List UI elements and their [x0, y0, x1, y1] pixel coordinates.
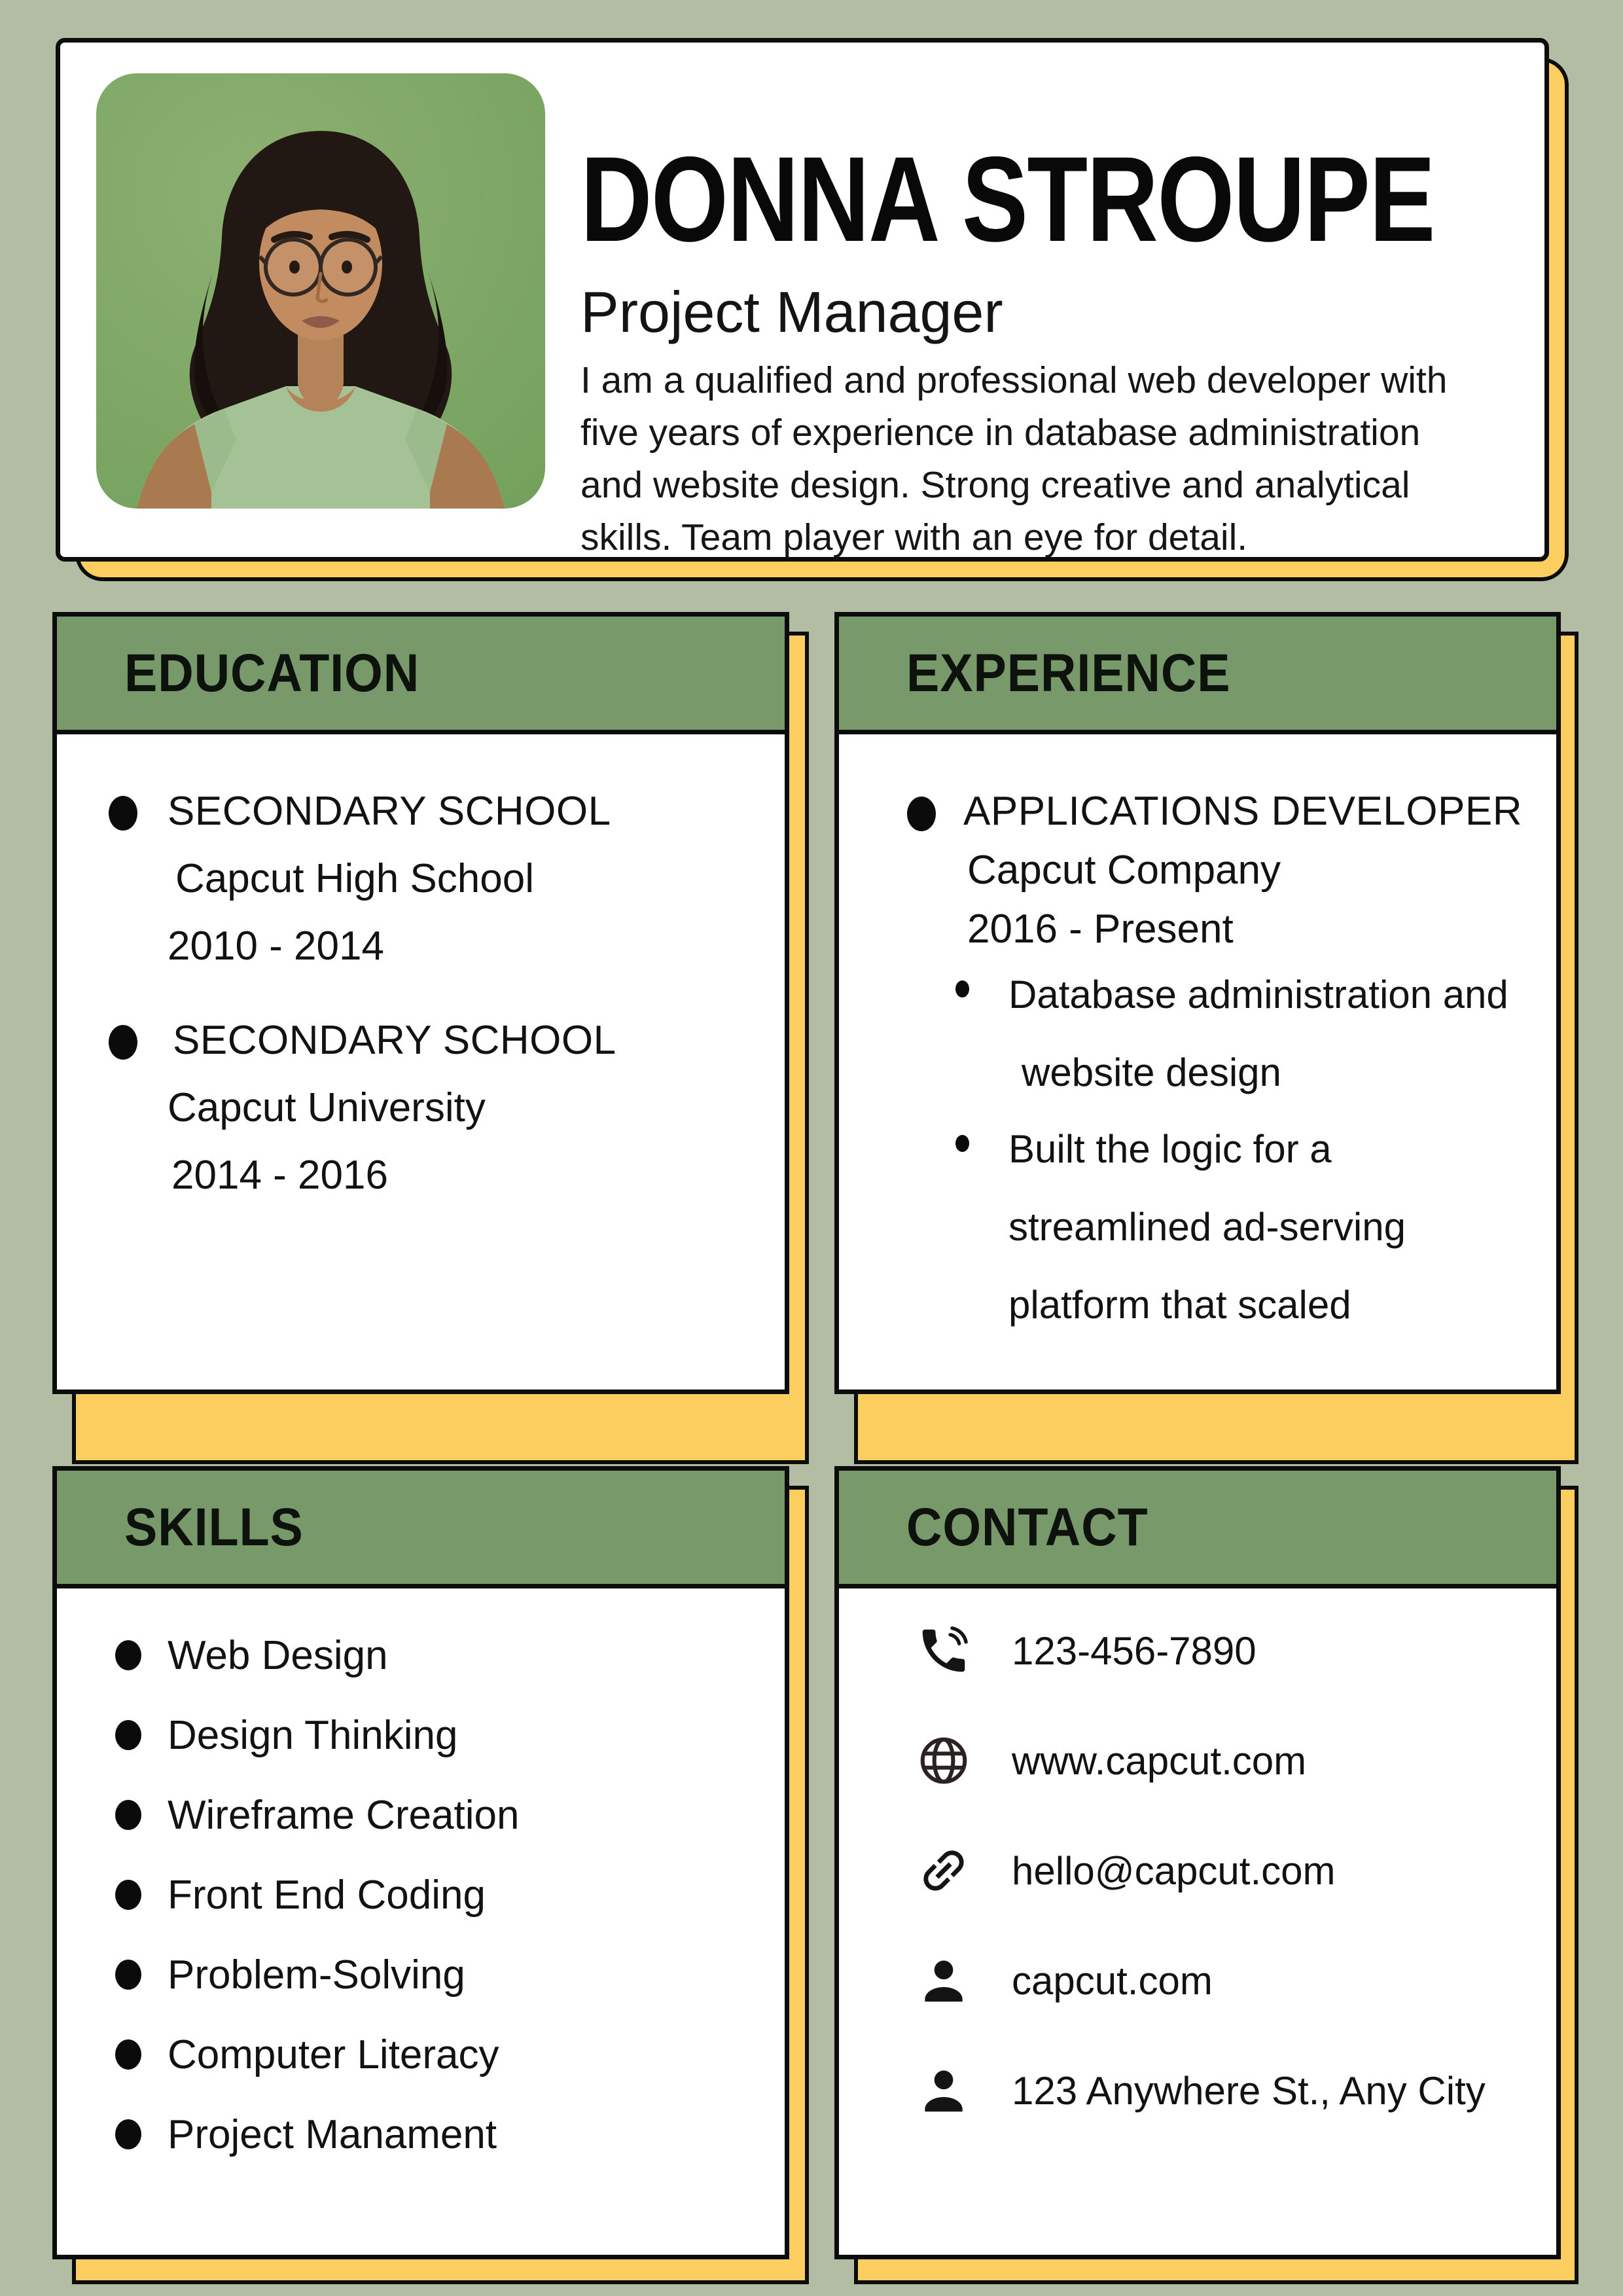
about-line: I am a qualified and professional web developer with: [580, 359, 1448, 401]
skill-item: [115, 1695, 785, 1775]
contact-body: [839, 1588, 1556, 2255]
bullet-icon: [115, 1640, 141, 1670]
education-item-title: SECONDARY SCHOOL: [173, 1018, 616, 1063]
education-body: [57, 734, 785, 1390]
education-header: [57, 617, 785, 734]
bullet-icon: [109, 1025, 137, 1060]
about-line: and website design. Strong creative and analytical: [580, 464, 1410, 506]
profile-photo-illustration: [96, 73, 545, 509]
skill-item: [115, 2094, 785, 2174]
education-item-school: Capcut High School: [175, 856, 534, 901]
phone-icon: [914, 1621, 974, 1681]
experience-item-years: 2016 - Present: [967, 906, 1234, 952]
skill-label: Web Design: [168, 1632, 388, 1678]
education-item-years: 2010 - 2014: [168, 924, 384, 969]
bullet-icon: [907, 797, 936, 831]
bullet-icon: [115, 2119, 141, 2149]
skill-item: [115, 1615, 785, 1695]
skill-label: Computer Literacy: [168, 2032, 499, 2077]
education-item-years: 2014 - 2016: [171, 1153, 388, 1198]
experience-heading: EXPERIENCE: [906, 643, 1231, 703]
skill-item: [115, 1935, 785, 2015]
contact-website-text: www.capcut.com: [1012, 1738, 1307, 1783]
education-heading: EDUCATION: [124, 643, 420, 703]
skills-list: [115, 1588, 785, 2174]
education-section: [52, 612, 789, 1394]
contact-heading: CONTACT: [906, 1497, 1149, 1557]
person-icon: [914, 1950, 974, 2011]
sub-bullet-icon: [955, 1135, 969, 1152]
contact-item-website: [914, 1706, 1556, 1816]
contact-list: [914, 1588, 1556, 2145]
skill-label: Problem-Solving: [168, 1952, 465, 1998]
bullet-icon: [109, 796, 137, 831]
bullet-icon: [115, 2039, 141, 2070]
contact-item-email: [914, 1816, 1556, 1926]
experience-item-company: Capcut Company: [967, 848, 1281, 893]
experience-detail-line: Built the logic for a: [1008, 1127, 1332, 1171]
bullet-icon: [115, 1720, 141, 1750]
education-item-school: Capcut University: [168, 1085, 486, 1130]
skills-header: [57, 1471, 785, 1588]
about-line: skills. Team player with an eye for detail.: [580, 516, 1248, 558]
skills-body: [57, 1588, 785, 2255]
experience-detail-line: platform that scaled: [1008, 1283, 1351, 1327]
contact-phone-text: 123-456-7890: [1012, 1628, 1257, 1673]
skill-item: [115, 1855, 785, 1935]
skill-label: Wireframe Creation: [168, 1792, 520, 1838]
experience-detail-line: Database administration and: [1008, 973, 1508, 1016]
skill-item: [115, 1775, 785, 1855]
experience-detail-line: website design: [1022, 1050, 1281, 1094]
bullet-icon: [115, 1960, 141, 1990]
education-item: [109, 778, 611, 980]
about-text: [580, 354, 1447, 564]
experience-section: [834, 612, 1561, 1394]
contact-item-phone: [914, 1596, 1556, 1706]
experience-detail-line: streamlined ad-serving: [1008, 1205, 1406, 1249]
link-icon: [914, 1840, 974, 1901]
about-line: five years of experience in database administration: [580, 412, 1421, 454]
education-item-title: SECONDARY SCHOOL: [168, 789, 611, 834]
globe-icon: [914, 1731, 974, 1791]
experience-item-title: APPLICATIONS DEVELOPER: [963, 789, 1522, 834]
contact-item-profile: [914, 1926, 1556, 2036]
skill-label: Project Manament: [168, 2111, 497, 2157]
skill-item: [115, 2015, 785, 2094]
experience-header: [839, 617, 1556, 734]
contact-email-text: hello@capcut.com: [1012, 1848, 1336, 1893]
experience-sub-bullet: [955, 1110, 1406, 1344]
experience-sub-bullet: [955, 956, 1508, 1111]
bullet-icon: [115, 1800, 141, 1830]
skills-heading: SKILLS: [124, 1497, 304, 1557]
contact-profile-text: capcut.com: [1012, 1958, 1213, 2003]
profile-photo: [96, 73, 545, 509]
skills-section: [52, 1466, 789, 2259]
experience-body: [839, 734, 1556, 1390]
contact-header: [839, 1471, 1556, 1588]
contact-section: [834, 1466, 1561, 2259]
person-role: Project Manager: [580, 279, 1003, 344]
sub-bullet-icon: [955, 980, 969, 997]
person-name: DONNA STROUPE: [580, 132, 1435, 267]
education-item: [109, 1007, 616, 1209]
bullet-icon: [115, 1880, 141, 1910]
header-card: [56, 38, 1549, 562]
location-person-icon: [914, 2060, 974, 2121]
skill-label: Design Thinking: [168, 1712, 458, 1758]
experience-item: [907, 782, 1522, 959]
skill-label: Front End Coding: [168, 1872, 486, 1918]
contact-item-address: [914, 2036, 1556, 2145]
contact-address-text: 123 Anywhere St., Any City: [1012, 2068, 1486, 2113]
